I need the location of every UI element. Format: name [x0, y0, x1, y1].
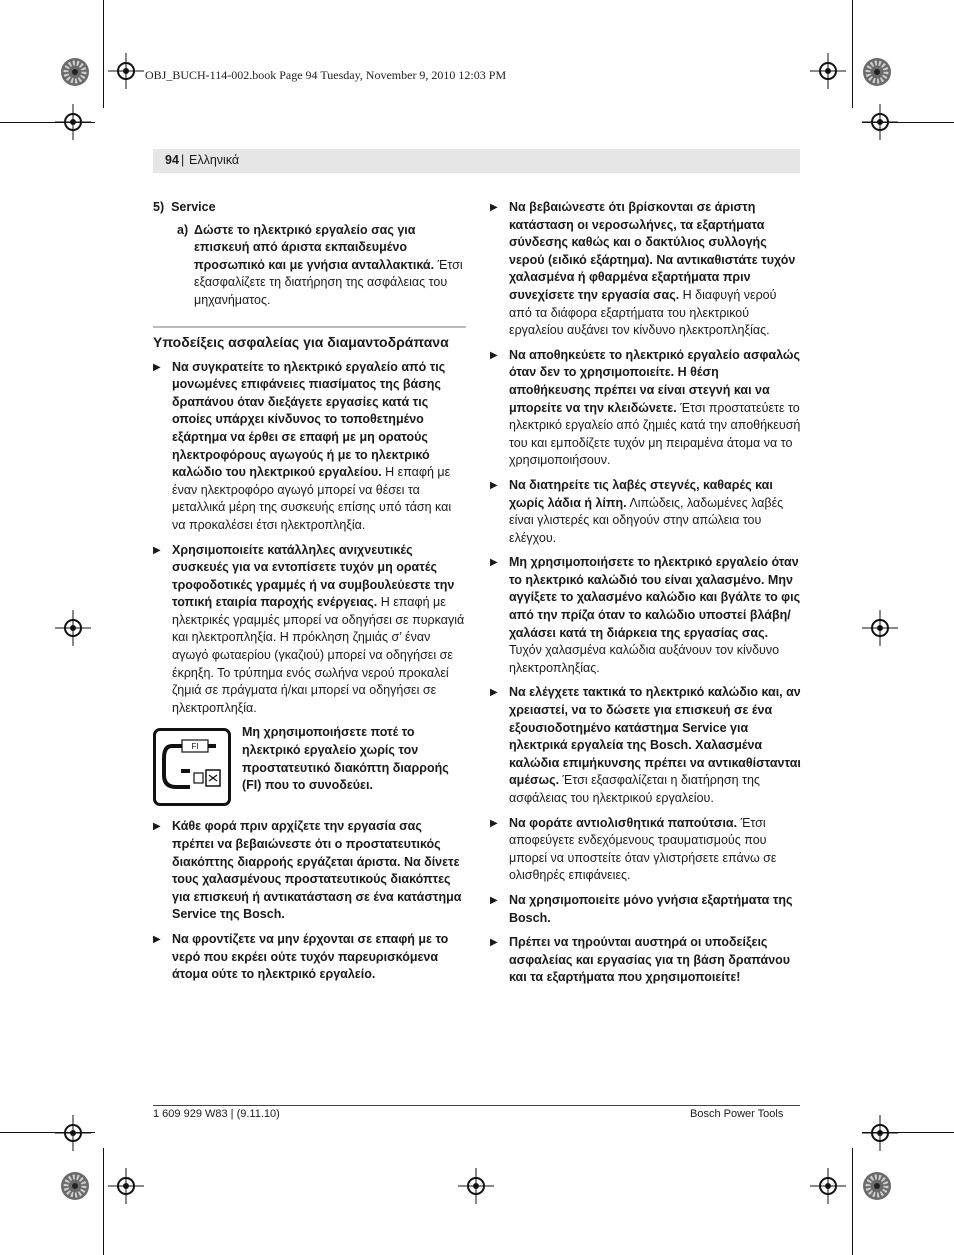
page-separator: |	[181, 153, 185, 167]
item-bold: Κάθε φορά πριν αρχίζετε την εργασία σας πρέπει να βεβαιώνεστε ότι ο προστατευτικός διακόπτης διαρροής εργάζεται άριστα. Να δίνετε τους χαλασμένους προστατευτικούς διακόπτες για επισκευή ή αντικατάσταση σε ένα κατάστημα Service της Bosch.	[172, 819, 462, 922]
bullet-triangle-icon: ▶	[490, 557, 498, 569]
item-text: Έτσι εξασφαλίζεται η διατήρηση της ασφάλειας του ηλεκτρικού εργαλείου.	[509, 773, 760, 805]
section-heading: Υποδείξεις ασφαλείας για διαμαντοδράπανα	[153, 333, 449, 350]
fi-plug-icon	[153, 728, 231, 806]
registration-target-icon	[862, 104, 898, 140]
list-item	[153, 818, 466, 924]
registration-target-icon	[108, 1168, 144, 1204]
bullet-triangle-icon: ▶	[153, 934, 161, 945]
registration-target-icon	[108, 53, 144, 89]
crop-mark	[852, 0, 853, 108]
registration-target-icon	[810, 53, 846, 89]
item-bold: Να βεβαιώνεστε ότι βρίσκονται σε άριστη κατάσταση οι νεροσωλήνες, τα εξαρτήματα σύνδεσης καθώς και ο δακτύλιος συλλογής νερού (ειδικό εξάρτημα). Να αντικαθιστάτε τυχόν χαλασμένα ή φθαρμένα εξαρτήματα πριν συνεχίσετε την εργασία σας.	[509, 200, 796, 302]
service-title: Service	[171, 200, 216, 214]
fi-icon-label: FI	[191, 742, 199, 752]
fi-notice-text: Μη χρησιμοποιήσετε ποτέ το ηλεκτρικό εργαλείο χωρίς τον προστατευτικό διακόπτη διαρροής (FI) που το συνοδεύει.	[242, 725, 449, 793]
list-item	[490, 892, 801, 927]
bullet-triangle-icon: ▶	[490, 817, 498, 829]
crop-mark	[103, 0, 104, 108]
item-text: Η διαφυγή νερού από τα διάφορα εξαρτήματα του ηλεκτρικού εργαλείου αυξάνει τον κίνδυνο ηλεκτροπληξίας.	[509, 287, 777, 338]
list-item	[490, 815, 801, 885]
registration-target-icon	[458, 1168, 494, 1204]
item-text: Έτσι αποφεύγετε ενδεχόμενους τραυματισμούς που μπορεί να υποστείτε όταν γλιστρήσετε επάνω σε ολισθηρές επιφάνειες.	[509, 815, 777, 883]
item-bold: Να αποθηκεύετε το ηλεκτρικό εργαλείο ασφαλώς όταν δεν το χρησιμοποιείτε. Η θέση αποθήκευσης πρέπει να είναι στεγνή και να μπορείτε να την κλειδώνετε.	[509, 347, 800, 415]
bullet-triangle-icon: ▶	[490, 479, 498, 491]
item-bold: Χρησιμοποιείτε κατάλληλες ανιχνευτικές συσκευές για να εντοπίσετε τυχόν μη ορατές τροφοδοτικές γραμμές ή να συμβουλεύεστε την τοπική εταιρία παροχής ενέργειας.	[172, 542, 455, 610]
list-item	[153, 359, 466, 535]
item-text: Έτσι προστατεύετε το ηλεκτρικό εργαλείο από ζημιές κατά την αποθήκευσή του και εμποδίζετε τυχόν μη πειραμένα άτομα να το χρησιμοποιήσουν.	[509, 400, 801, 468]
list-item	[490, 347, 801, 470]
footer-brand: Bosch Power Tools	[690, 1108, 784, 1120]
list-item	[490, 199, 801, 340]
color-registration-wheel-icon	[862, 1171, 892, 1201]
item-bold: Να φροντίζετε να μην έρχονται σε επαφή με το νερό που εκρέει ούτε τυχόν παρευρισκόμενα άτομα ούτε το ηλεκτρικό εργαλείο.	[172, 932, 449, 982]
page-number: 94	[165, 153, 179, 167]
list-item	[153, 542, 466, 718]
list-item	[490, 477, 801, 547]
fi-notice	[153, 724, 466, 806]
item-bold: Να ελέγχετε τακτικά το ηλεκτρικό καλώδιο και, αν χρειαστεί, να το δώσετε για επισκευή σε ένα εξουσιοδοτημένο κατάστημα Service για ηλεκτρικά εργαλεία της Bosch. Χαλασμένα καλώδια επιμήκυνσης πρέπει να αντικαθίστανται αμέσως.	[509, 685, 801, 788]
item-bold: Να συγκρατείτε το ηλεκτρικό εργαλείο από τις μονωμένες επιφάνειες πιασίματος της βάσης δραπάνου όταν διεξάγετε εργασίες κατά τις οποίες υπάρχει κίνδυνος το τοποθετημένο εξάρτημα να έρθει σε επαφή με μη ορατούς ηλεκτροφόρους αγωγούς ή με το ηλεκτρικό καλώδιο του ηλεκτρικού εργαλείου.	[172, 359, 446, 480]
list-item	[490, 934, 801, 987]
item-bold: Μη χρησιμοποιήσετε το ηλεκτρικό εργαλείο όταν το ηλεκτρικό καλώδιό του είναι χαλασμένο. Μην αγγίξετε το χαλασμένο καλώδιο και βγάλτε το φις από την πρίζα όταν το καλώδιο υποστεί βλάβη/χαλάσει κατά τη διάρκεια της εργασίας σας.	[509, 555, 801, 640]
registration-target-icon	[810, 1168, 846, 1204]
item-text: Λιπώδεις, λαδωμένες λαβές είναι γλιστερές και οδηγούν στην απώλεια του ελέγχου.	[509, 495, 784, 545]
service-item-text: Έτσι εξασφαλίζετε τη διατήρηση της ασφάλειας του μηχανήματος.	[194, 257, 463, 307]
bullet-triangle-icon: ▶	[490, 937, 498, 949]
registration-target-icon	[55, 610, 91, 646]
page-language: Ελληνικά	[189, 153, 240, 167]
item-text: Η επαφή με έναν ηλεκτροφόρο αγωγό μπορεί να θέσει τα μεταλλικά μέρη της συσκευής επίσης υπό τάση και να προκαλέσει έτσι ηλεκτροπληξία.	[172, 465, 452, 532]
bullet-triangle-icon: ▶	[153, 361, 161, 373]
footer-divider	[153, 1105, 800, 1106]
item-bold: Να διατηρείτε τις λαβές στεγνές, καθαρές και χωρίς λάδια ή λίπη.	[509, 477, 773, 510]
service-section	[153, 199, 466, 217]
bullet-triangle-icon: ▶	[490, 202, 498, 213]
color-registration-wheel-icon	[862, 57, 892, 87]
service-number: 5)	[153, 200, 165, 214]
crop-mark	[852, 1148, 853, 1255]
list-item	[490, 554, 801, 677]
bullet-triangle-icon: ▶	[153, 821, 161, 833]
item-bold: Να χρησιμοποιείτε μόνο γνήσια εξαρτήματα της Bosch.	[509, 892, 793, 925]
section-divider	[153, 326, 466, 328]
footer-doc-number: 1 609 929 W83 | (9.11.10)	[153, 1108, 280, 1120]
page-header-bar	[153, 149, 800, 173]
registration-target-icon	[55, 104, 91, 140]
list-item	[153, 931, 466, 984]
file-header: OBJ_BUCH-114-002.book Page 94 Tuesday, November 9, 2010 12:03 PM	[145, 68, 507, 82]
bullet-triangle-icon: ▶	[153, 544, 161, 556]
color-registration-wheel-icon	[60, 1171, 90, 1201]
item-text: Τυχόν χαλασμένα καλώδια αυξάνουν τον κίνδυνο ηλεκτροπληξίας.	[509, 643, 780, 675]
item-bold: Πρέπει να τηρούνται αυστηρά οι υποδείξεις ασφαλείας και εργασίας για τη βάση δραπάνου και τα εξαρτήματα που χρησιμοποιείτε!	[509, 935, 791, 985]
item-bold: Να φοράτε αντιολισθητικά παπούτσια.	[509, 815, 738, 830]
bullet-triangle-icon: ▶	[490, 349, 498, 361]
registration-target-icon	[862, 610, 898, 646]
service-item-label: a)	[177, 222, 189, 237]
list-item	[490, 684, 801, 807]
bullet-triangle-icon: ▶	[490, 894, 498, 906]
bullet-triangle-icon: ▶	[490, 687, 498, 699]
item-text: Η επαφή με ηλεκτρικές γραμμές μπορεί να οδηγήσει σε πυρκαγιά και ηλεκτροπληξία. Η πρόκληση ζημιάς σ’ έναν αγωγό φωταερίου (γκαζιού) μπορεί να οδηγήσει σε έκρηξη. Το τρύπημα ενός σωλήνα νερού προκαλεί ζημιά σε πράγματα ή/και μπορεί να οδηγήσει σε ηλεκτροπληξία.	[172, 595, 465, 715]
left-column	[153, 199, 466, 991]
right-column	[490, 199, 801, 994]
service-item-a	[153, 222, 466, 310]
service-item-bold: Δώστε το ηλεκτρικό εργαλείο σας για επισκευή από άριστα εκπαιδευμένο προσωπικό και με γνήσια ανταλλακτικά.	[194, 222, 435, 272]
registration-target-icon	[862, 1115, 898, 1151]
registration-target-icon	[55, 1115, 91, 1151]
color-registration-wheel-icon	[60, 57, 90, 87]
crop-mark	[103, 1148, 104, 1255]
